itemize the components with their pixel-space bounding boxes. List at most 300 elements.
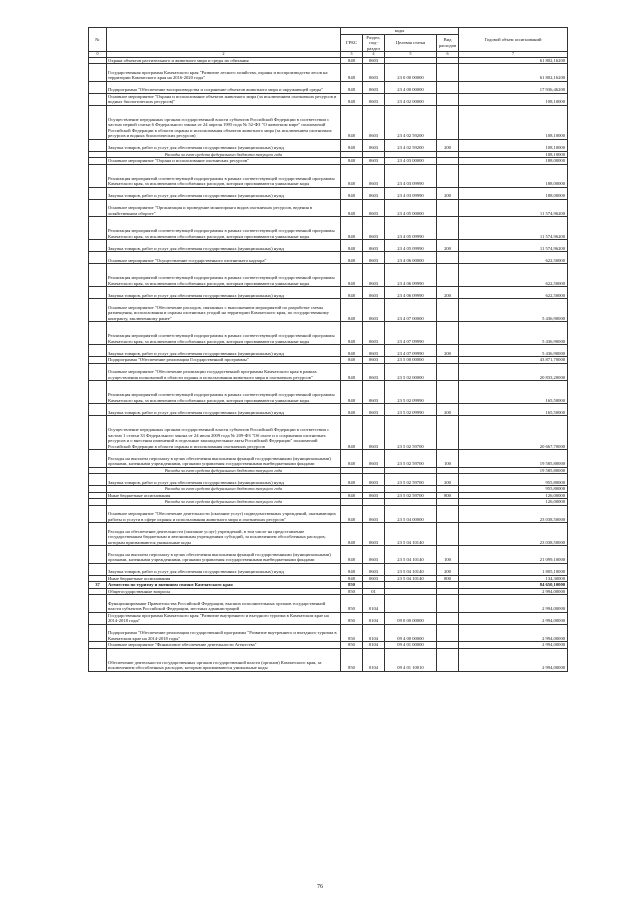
row-vr (437, 612, 459, 624)
row-grbs: 848 (341, 164, 363, 187)
row-amount: 955,80000 (459, 474, 568, 486)
row-target: 23 4 03 09990 (385, 164, 437, 187)
row-target: 23 4 02 59200 (385, 105, 437, 139)
row-razdel: 0603 (363, 450, 385, 468)
row-razdel: 0603 (363, 381, 385, 404)
row-number (89, 81, 107, 93)
row-vr (437, 105, 459, 139)
row-number (89, 505, 107, 523)
row-target: 09 4 01 10010 (385, 648, 437, 671)
row-target: 23 4 02 59200 (385, 139, 437, 151)
row-target: 23 0 00 00000 (385, 64, 437, 82)
row-vr: 200 (437, 187, 459, 199)
row-number (89, 450, 107, 468)
row-razdel: 0603 (363, 575, 385, 582)
table-row (89, 648, 568, 671)
row-razdel: 01 (363, 588, 385, 595)
index-cell: 5 (385, 52, 437, 58)
row-number (89, 187, 107, 199)
row-amount: 17 936,46200 (459, 81, 568, 93)
row-target: 23 5 04 10140 (385, 575, 437, 582)
row-name: Расходы за счет средств федерального бюджета текущего года (107, 486, 341, 493)
row-razdel: 0603 (363, 199, 385, 217)
row-name: Реализация мероприятий соответствующей подпрограммы в рамках соответствующей государственной программы Камчатского края, за исключением обособленных расходов, которым присваиваются уникальные коды (107, 264, 341, 287)
row-name: Расходы за счет средств федерального бюджета текущего года (107, 151, 341, 158)
row-name: Закупка товаров, работ и услуг для обеспечения государственных (муниципальных) нужд (107, 240, 341, 252)
row-razdel: 0603 (363, 474, 385, 486)
table-row (89, 612, 568, 624)
row-grbs: 848 (341, 158, 363, 165)
row-razdel: 0603 (363, 93, 385, 105)
row-grbs: 848 (341, 287, 363, 299)
row-vr (437, 624, 459, 642)
row-number (89, 595, 107, 613)
table-row (89, 139, 568, 151)
row-vr (437, 363, 459, 381)
row-target: 23 5 02 59700 (385, 450, 437, 468)
row-grbs: 848 (341, 187, 363, 199)
row-amount: 165,50000 (459, 381, 568, 404)
row-target: 23 4 06 09990 (385, 287, 437, 299)
row-grbs: 850 (341, 648, 363, 671)
row-name: Закупка товаров, работ и услуг для обеспечения государственных (муниципальных) нужд (107, 345, 341, 357)
row-amount: 5 436,90000 (459, 345, 568, 357)
row-grbs: 850 (341, 624, 363, 642)
row-target: 09 4 00 00000 (385, 624, 437, 642)
row-grbs: 848 (341, 57, 363, 64)
row-target: 23 5 02 59700 (385, 474, 437, 486)
row-amount: 21 099,10000 (459, 546, 568, 564)
row-name: Закупка товаров, работ и услуг для обеспечения государственных (муниципальных) нужд (107, 287, 341, 299)
table-row (89, 64, 568, 82)
row-target: 23 4 06 09990 (385, 264, 437, 287)
table-row (89, 404, 568, 416)
row-razdel: 0603 (363, 252, 385, 264)
row-razdel: 0603 (363, 164, 385, 187)
table-header (89, 28, 568, 58)
row-razdel: 0104 (363, 648, 385, 671)
table-row (89, 322, 568, 345)
row-amount: 108,10000 (459, 151, 568, 158)
row-amount: 108,10000 (459, 139, 568, 151)
row-amount: 2 994,00000 (459, 588, 568, 595)
row-name: Расходы за счет средств федерального бюджета текущего года (107, 499, 341, 506)
row-razdel: 0603 (363, 158, 385, 165)
row-amount: 23 038,50000 (459, 523, 568, 546)
row-target: 23 5 04 10140 (385, 563, 437, 575)
row-grbs: 848 (341, 299, 363, 322)
row-amount: 134,30000 (459, 575, 568, 582)
row-grbs: 848 (341, 474, 363, 486)
row-number (89, 105, 107, 139)
row-target: 09 0 00 00000 (385, 612, 437, 624)
row-number (89, 523, 107, 546)
row-vr: 200 (437, 139, 459, 151)
row-vr (437, 381, 459, 404)
row-target: 23 4 02 00000 (385, 93, 437, 105)
row-name: Расходы на выплаты персоналу в целях обеспечения выполнения функций государственными (муниципальными) органами, казенными учреждениями, органами управления государственными внебюджетными фондами (107, 450, 341, 468)
row-amount: 188,00000 (459, 164, 568, 187)
header-number: № (89, 28, 107, 52)
row-number (89, 164, 107, 187)
row-target: 23 5 02 09990 (385, 404, 437, 416)
row-name: Агентство по туризму и внешним связям Камчатского края (107, 582, 341, 589)
table-row (89, 505, 568, 523)
row-number (89, 363, 107, 381)
row-number (89, 139, 107, 151)
row-amount: 2 994,00000 (459, 642, 568, 649)
row-name: Обеспечение деятельности государственных органов государственной власти (органов) Камчатского края, за исключением обособленных расходов, которым присваиваются уникальные коды (107, 648, 341, 671)
row-grbs: 848 (341, 492, 363, 499)
row-amount: 84 650,10000 (459, 582, 568, 589)
row-grbs: 848 (341, 264, 363, 287)
row-vr (437, 252, 459, 264)
row-amount: 19 585,80000 (459, 467, 568, 474)
row-target: 23 4 05 00000 (385, 199, 437, 217)
row-amount: 11 574,96200 (459, 217, 568, 240)
row-vr (437, 93, 459, 105)
row-vr (437, 322, 459, 345)
row-name: Закупка товаров, работ и услуг для обеспечения государственных (муниципальных) нужд (107, 563, 341, 575)
row-amount: 622,50000 (459, 252, 568, 264)
row-grbs: 850 (341, 582, 363, 589)
row-amount: 126,00000 (459, 499, 568, 506)
row-name: Основное мероприятие "Охрана и использование объектов животного мира (за исключением охотничьих ресурсов и водных биологических ресурсов)" (107, 93, 341, 105)
row-name: Функционирование Правительства Российской Федерации, высших исполнительных органов государственной власти субъектов Российской Федерации, местных администраций (107, 595, 341, 613)
row-amount: 622,50000 (459, 287, 568, 299)
table-row (89, 474, 568, 486)
row-vr: 100 (437, 546, 459, 564)
row-number: 37 (89, 582, 107, 589)
row-vr (437, 164, 459, 187)
row-grbs: 848 (341, 322, 363, 345)
row-vr: 200 (437, 474, 459, 486)
table-row (89, 523, 568, 546)
table-row (89, 93, 568, 105)
row-name: Охрана объектов растительного и животного мира и среды их обитания (107, 57, 341, 64)
row-target: 23 4 06 00000 (385, 252, 437, 264)
row-amount: 11 574,96200 (459, 240, 568, 252)
row-grbs: 848 (341, 563, 363, 575)
row-vr (437, 595, 459, 613)
row-name: Расходы на выплаты персоналу в целях обеспечения выполнения функций государственными (муниципальными) органами, казенными учреждениями, органами управления государственными внебюджетными фондами (107, 546, 341, 564)
row-razdel: 0603 (363, 492, 385, 499)
row-razdel: 0603 (363, 217, 385, 240)
row-target: 23 4 00 00000 (385, 81, 437, 93)
row-vr: 800 (437, 575, 459, 582)
row-name: Закупка товаров, работ и услуг для обеспечения государственных (муниципальных) нужд (107, 474, 341, 486)
row-name: Иные бюджетные ассигнования (107, 492, 341, 499)
row-amount: 188,00000 (459, 158, 568, 165)
row-target: 23 5 02 59700 (385, 416, 437, 450)
row-vr (437, 64, 459, 82)
row-razdel: 0603 (363, 404, 385, 416)
row-vr (437, 81, 459, 93)
row-target (385, 595, 437, 613)
row-amount: 2 994,00000 (459, 624, 568, 642)
row-name: Основное мероприятие "Охрана и использование охотничьих ресурсов" (107, 158, 341, 165)
row-name: Реализация мероприятий соответствующей подпрограммы в рамках соответствующей государственной программы Камчатского края, за исключением обособленных расходов, которым присваиваются уникальные коды (107, 164, 341, 187)
row-vr (437, 264, 459, 287)
row-razdel: 0603 (363, 299, 385, 322)
row-grbs: 848 (341, 139, 363, 151)
row-grbs: 848 (341, 523, 363, 546)
row-razdel: 0603 (363, 287, 385, 299)
row-target: 23 4 03 00000 (385, 158, 437, 165)
header-name (107, 28, 341, 52)
index-cell: 0 (89, 52, 107, 58)
row-number (89, 416, 107, 450)
row-target: 23 5 04 10140 (385, 523, 437, 546)
row-razdel: 0603 (363, 187, 385, 199)
row-number (89, 264, 107, 287)
index-cell: 2 (107, 52, 341, 58)
row-grbs: 848 (341, 404, 363, 416)
row-grbs: 848 (341, 575, 363, 582)
row-number (89, 64, 107, 82)
index-cell: 7 (459, 52, 568, 58)
row-target: 23 4 05 09990 (385, 240, 437, 252)
row-number (89, 240, 107, 252)
header-razdel: Раздел, под-раздел (363, 34, 385, 52)
row-number (89, 474, 107, 486)
row-razdel: 0603 (363, 139, 385, 151)
row-amount: 108,10000 (459, 105, 568, 139)
row-razdel: 0104 (363, 612, 385, 624)
row-number (89, 217, 107, 240)
index-cell: 4 (363, 52, 385, 58)
row-vr (437, 199, 459, 217)
row-razdel: 0603 (363, 64, 385, 82)
row-name: Реализация мероприятий соответствующей подпрограммы в рамках соответствующей государственной программы Камчатского края, за исключением обособленных расходов, которым присваиваются уникальные коды (107, 217, 341, 240)
row-amount: 43 871,70000 (459, 357, 568, 364)
row-name: Государственная программа Камчатского края "Развитие внутреннего и въездного туризма в Камчатском крае на 2014-2018 годы" (107, 612, 341, 624)
table-row (89, 546, 568, 564)
row-amount: 108,10000 (459, 93, 568, 105)
table-row (89, 81, 568, 93)
row-amount: 20 833,20000 (459, 363, 568, 381)
row-name: Осуществление переданных органам государственной власти субъектов Российской Федерации в соответствии с частью 1 статьи 33 Федерального закона от 24 июля 2009 года № 209-ФЗ "Об охоте и о сохранении охотничьих ресурсов и о внесении изменений в отдельные законодательные акты Российской Федерации" полномочий Российской Федерации в области охраны и использования охотничьих ресурсов (107, 416, 341, 450)
row-amount: 622,50000 (459, 264, 568, 287)
row-name: Государственная программа Камчатского края "Развитие лесного хозяйства, охраны и воспроизводства лесов на территории Камчатского края на 2016-2020 годы" (107, 64, 341, 82)
table-body (89, 57, 568, 671)
row-vr (437, 299, 459, 322)
row-amount: 188,00000 (459, 187, 568, 199)
row-name: Основное мероприятие "Обеспечение реализации государственной программы Камчатского края в рамках осуществления полномочий в области охраны и использования животного мира и охотничьих ресурсов" (107, 363, 341, 381)
row-target: 23 4 07 09990 (385, 322, 437, 345)
row-grbs: 848 (341, 546, 363, 564)
header-vr: Вид расходов (437, 34, 459, 52)
row-razdel: 0603 (363, 264, 385, 287)
row-name: Закупка товаров, работ и услуг для обеспечения государственных (муниципальных) нужд (107, 404, 341, 416)
row-grbs: 850 (341, 642, 363, 649)
row-grbs: 848 (341, 81, 363, 93)
row-vr (437, 523, 459, 546)
row-grbs: 848 (341, 199, 363, 217)
table-row (89, 199, 568, 217)
row-vr: 200 (437, 345, 459, 357)
row-name: Закупка товаров, работ и услуг для обеспечения государственных (муниципальных) нужд (107, 139, 341, 151)
row-razdel: 0603 (363, 416, 385, 450)
row-grbs: 850 (341, 595, 363, 613)
row-name: Реализация мероприятий соответствующей подпрограммы в рамках соответствующей государственной программы Камчатского края, за исключением обособленных расходов, которым присваиваются уникальные коды (107, 322, 341, 345)
row-number (89, 648, 107, 671)
row-razdel: 0603 (363, 105, 385, 139)
row-amount: 20 667,70000 (459, 416, 568, 450)
row-grbs: 848 (341, 381, 363, 404)
row-name: Основное мероприятие "Обеспечение расходов, связанных с выполнением мероприятий по разработке схемы размещения, использования и охраны охотничьих угодий на территории Камчатского края, по государственному контракту, заключенному ранее" (107, 299, 341, 322)
row-amount: 23 038,50000 (459, 505, 568, 523)
row-grbs: 850 (341, 612, 363, 624)
header-cs: Целевая статья (385, 34, 437, 52)
row-amount: 19 585,80000 (459, 450, 568, 468)
row-number (89, 252, 107, 264)
row-razdel: 0603 (363, 357, 385, 364)
row-vr: 200 (437, 404, 459, 416)
row-target: 23 4 07 00000 (385, 299, 437, 322)
row-razdel: 0603 (363, 57, 385, 64)
row-amount: 165,50000 (459, 404, 568, 416)
row-number (89, 322, 107, 345)
index-cell: 6 (437, 52, 459, 58)
row-vr: 200 (437, 240, 459, 252)
header-grbs: ГРБС (341, 34, 363, 52)
row-grbs: 850 (341, 588, 363, 595)
row-grbs: 848 (341, 450, 363, 468)
row-grbs: 848 (341, 416, 363, 450)
table-row (89, 264, 568, 287)
budget-table (88, 27, 568, 672)
row-amount: 126,00000 (459, 492, 568, 499)
row-grbs: 848 (341, 105, 363, 139)
row-amount: 2 994,00000 (459, 595, 568, 613)
row-target: 23 5 02 00000 (385, 363, 437, 381)
row-target: 23 4 07 09990 (385, 345, 437, 357)
row-target: 23 4 03 09990 (385, 187, 437, 199)
row-razdel: 0603 (363, 363, 385, 381)
row-name: Общегосударственные вопросы (107, 588, 341, 595)
row-amount: 2 994,00000 (459, 648, 568, 671)
table-row (89, 299, 568, 322)
row-grbs: 848 (341, 252, 363, 264)
row-name: Расходы за счет средств федерального бюджета текущего года (107, 467, 341, 474)
row-number (89, 93, 107, 105)
row-razdel: 0104 (363, 642, 385, 649)
row-target: 23 5 00 00000 (385, 357, 437, 364)
row-target: 23 4 05 09990 (385, 217, 437, 240)
row-razdel: 0603 (363, 523, 385, 546)
row-name: Осуществление переданных органам государственной власти субъектов Российской Федерации в соответствии с частью первой статьи 6 Федерального закона от 24 апреля 1995 года № 52-ФЗ "О животном мире" полномочий Российской Федерации в области охраны и использования объектов животного мира (за исключением охотничьих ресурсов и водных биологических ресурсов) (107, 105, 341, 139)
table-row (89, 345, 568, 357)
header-codes: коды (341, 28, 459, 35)
row-vr: 200 (437, 563, 459, 575)
row-name: Подпрограмма "Обеспечение воспроизводства и сохранение объектов животного мира и окружающей среды" (107, 81, 341, 93)
row-razdel: 0603 (363, 546, 385, 564)
row-target: 09 4 01 00000 (385, 642, 437, 649)
row-grbs: 848 (341, 240, 363, 252)
table-row (89, 240, 568, 252)
row-name: Основное мероприятие "Финансовое обеспечение деятельности Агентства" (107, 642, 341, 649)
row-razdel: 0603 (363, 81, 385, 93)
row-razdel: 0603 (363, 322, 385, 345)
row-amount: 61 802,16200 (459, 57, 568, 64)
row-grbs: 848 (341, 505, 363, 523)
table-row (89, 416, 568, 450)
row-number (89, 404, 107, 416)
row-number (89, 287, 107, 299)
row-grbs: 848 (341, 357, 363, 364)
table-row (89, 450, 568, 468)
row-amount: 11 574,96200 (459, 199, 568, 217)
row-razdel: 0104 (363, 595, 385, 613)
row-razdel: 0603 (363, 240, 385, 252)
row-target: 23 5 04 00000 (385, 505, 437, 523)
row-number (89, 345, 107, 357)
row-amount: 5 436,90000 (459, 299, 568, 322)
row-target: 23 5 04 10140 (385, 546, 437, 564)
page-number: 76 (317, 884, 323, 890)
row-amount: 1 805,10000 (459, 563, 568, 575)
row-amount: 2 994,00000 (459, 612, 568, 624)
row-razdel: 0104 (363, 624, 385, 642)
row-target: 23 5 02 59700 (385, 492, 437, 499)
table-row (89, 287, 568, 299)
table-row (89, 595, 568, 613)
table-row (89, 164, 568, 187)
row-vr: 200 (437, 287, 459, 299)
table-row (89, 363, 568, 381)
row-razdel: 0603 (363, 505, 385, 523)
row-name: Основное мероприятие "Осуществление государственного охотничьего надзора" (107, 252, 341, 264)
row-number (89, 381, 107, 404)
row-name: Основное мероприятие "Обеспечение деятельности (оказание услуг) подведомственных учреждений, оказывающих работы и услуги в сфере охраны и использования животного мира и охотничьих ресурсов" (107, 505, 341, 523)
row-amount: 5 436,90000 (459, 322, 568, 345)
row-vr: 800 (437, 492, 459, 499)
row-amount: 61 802,16200 (459, 64, 568, 82)
row-vr (437, 217, 459, 240)
table-row (89, 105, 568, 139)
row-number (89, 299, 107, 322)
row-target: 23 5 02 09990 (385, 381, 437, 404)
row-name: Подпрограмма "Обеспечение реализации Государственной программы" (107, 357, 341, 364)
table-row (89, 563, 568, 575)
header-total: Годовой объем ассигнований (459, 28, 568, 52)
row-name: Иные бюджетные ассигнования (107, 575, 341, 582)
row-name: Расходы на обеспечение деятельности (оказание услуг) учреждений, в том числе на предоставление государственным бюджетным и автономным учреждениям субсидий, за исключением обособленных расходов, которым присваиваются уникальные коды (107, 523, 341, 546)
table-row (89, 217, 568, 240)
row-name: Основное мероприятие "Организация и проведение мониторинга видов охотничьих ресурсов, ведения в хозяйственном обороте" (107, 199, 341, 217)
row-grbs: 848 (341, 363, 363, 381)
row-number (89, 546, 107, 564)
row-name: Подпрограмма "Обеспечение реализации государственной программы "Развитие внутреннего и въездного туризма в Камчатском крае на 2014-2018 годы" (107, 624, 341, 642)
row-grbs: 848 (341, 64, 363, 82)
row-grbs: 848 (341, 217, 363, 240)
row-vr (437, 416, 459, 450)
row-vr: 100 (437, 450, 459, 468)
row-grbs: 848 (341, 345, 363, 357)
row-number (89, 612, 107, 624)
budget-table-sheet (88, 27, 567, 672)
row-razdel: 0603 (363, 345, 385, 357)
table-row (89, 252, 568, 264)
row-number (89, 199, 107, 217)
table-row (89, 187, 568, 199)
row-number (89, 563, 107, 575)
row-number (89, 624, 107, 642)
table-row (89, 381, 568, 404)
row-amount: 955,80000 (459, 486, 568, 493)
table-row (89, 624, 568, 642)
